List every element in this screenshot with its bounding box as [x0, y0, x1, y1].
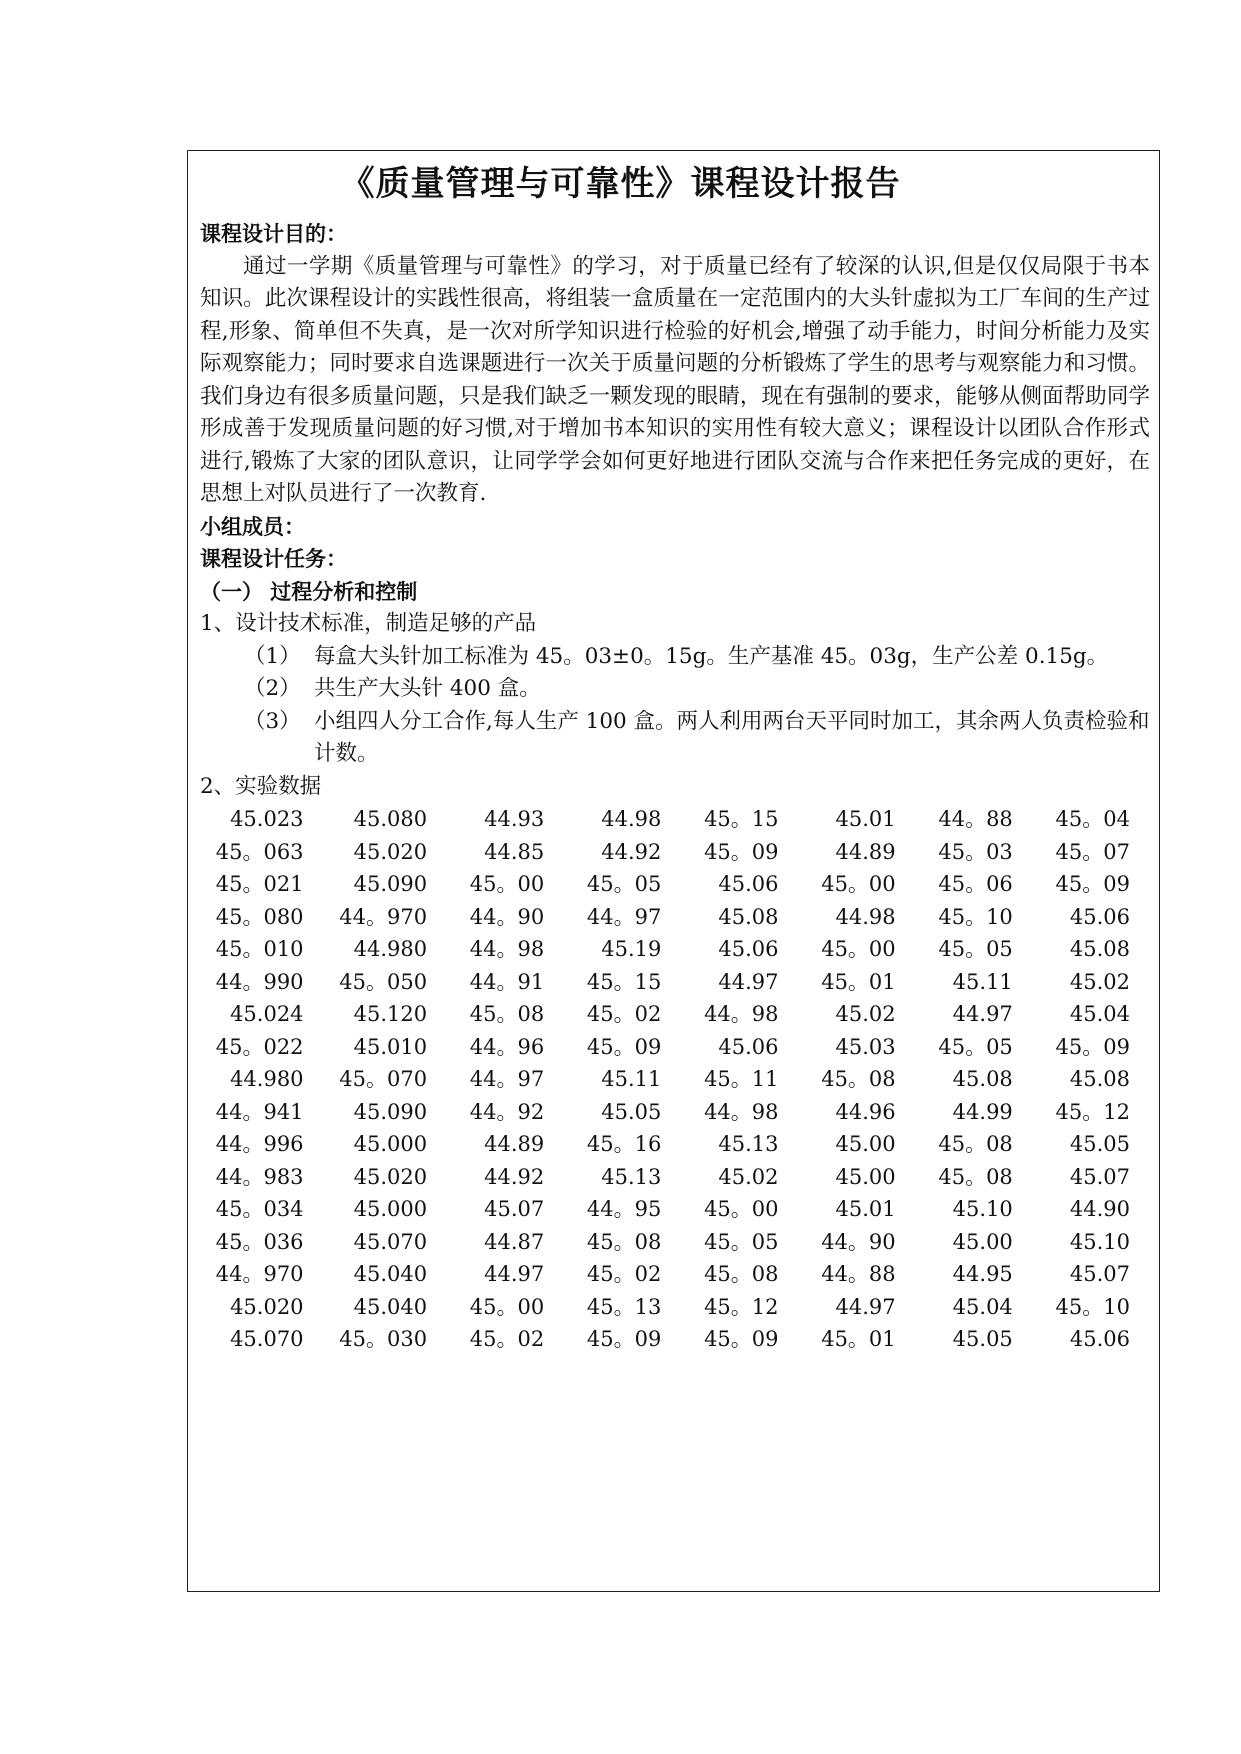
data-cell: 44。88 [938, 807, 1013, 831]
data-cell: 45。09 [704, 839, 779, 864]
data-cell: 44。90 [469, 904, 545, 929]
data-cell: 45.05 [1069, 1132, 1130, 1156]
data-cell: 45。070 [339, 1067, 428, 1091]
data-cell: 45.040 [353, 1262, 428, 1286]
data-cell: 44。970 [339, 904, 428, 929]
data-cell: 45。036 [215, 1229, 304, 1254]
data-cell: 45。022 [215, 1034, 304, 1059]
data-cell: 45.070 [353, 1229, 428, 1254]
data-cell: 44.89 [484, 1132, 545, 1156]
data-cell: 45.023 [230, 807, 304, 831]
data-cell: 45.13 [718, 1132, 779, 1156]
data-cell: 44。96 [469, 1034, 545, 1059]
members-heading: 小组成员： [200, 514, 305, 539]
data-cell: 45.10 [1069, 1229, 1130, 1254]
data-cell: 45.06 [718, 872, 779, 896]
data-cell: 44.92 [601, 839, 662, 864]
data-cell: 45.06 [718, 1034, 779, 1059]
data-cell: 44.92 [484, 1164, 545, 1189]
data-cell: 45。05 [586, 872, 662, 896]
data-cell: 45.19 [601, 937, 662, 961]
data-cell: 44。95 [586, 1197, 662, 1221]
subitem-number: （2） [244, 676, 301, 701]
item-1: 1、设计技术标准，制造足够的产品 [200, 611, 537, 636]
data-table-body [200, 803, 1150, 1356]
data-cell: 44.85 [484, 839, 545, 864]
data-cell: 45.000 [353, 1197, 428, 1221]
data-cell: 45.06 [718, 937, 779, 961]
tasks-heading: 课程设计任务： [200, 547, 347, 571]
data-cell: 45.020 [353, 1164, 428, 1189]
data-cell: 44.97 [484, 1262, 545, 1286]
data-cell: 45。050 [339, 969, 428, 994]
data-cell: 45.05 [601, 1099, 662, 1124]
data-cell: 44.95 [952, 1262, 1013, 1286]
data-cell: 45。080 [215, 904, 304, 929]
data-cell: 45.02 [718, 1164, 779, 1189]
data-cell: 45。05 [938, 937, 1013, 961]
data-cell: 45.08 [718, 904, 779, 929]
data-cell: 45.03 [835, 1034, 896, 1059]
data-row [200, 1323, 1150, 1356]
data-row [200, 836, 1150, 869]
data-row [200, 1291, 1150, 1324]
data-cell: 45.13 [601, 1164, 662, 1189]
data-cell: 45.00 [952, 1229, 1013, 1254]
data-cell: 45.05 [952, 1327, 1013, 1351]
report-title: 《质量管理与可靠性》课程设计报告 [340, 164, 901, 204]
data-row [200, 1161, 1150, 1194]
data-cell: 44。970 [215, 1262, 304, 1286]
data-cell: 45.07 [484, 1197, 545, 1221]
data-cell: 45。08 [821, 1067, 896, 1091]
data-cell: 45。09 [1055, 1034, 1130, 1059]
data-cell: 45.01 [835, 1197, 896, 1221]
data-cell: 44.99 [952, 1099, 1013, 1124]
data-cell: 45.020 [230, 1294, 304, 1319]
data-cell: 44。983 [215, 1164, 304, 1189]
data-cell: 45.02 [1069, 969, 1130, 994]
data-cell: 45。09 [586, 1327, 662, 1351]
data-row [200, 803, 1150, 836]
data-cell: 45。08 [586, 1229, 662, 1254]
data-cell: 44.87 [484, 1229, 545, 1254]
data-cell: 45。08 [704, 1262, 779, 1286]
data-cell: 45.040 [353, 1294, 428, 1319]
data-row [200, 1063, 1150, 1096]
data-cell: 45。00 [469, 1294, 545, 1319]
data-cell: 45.01 [835, 807, 896, 831]
data-cell: 45。09 [586, 1034, 662, 1059]
data-cell: 45。01 [821, 1327, 896, 1351]
data-cell: 45。04 [1055, 807, 1130, 831]
data-cell: 45。15 [586, 969, 662, 994]
data-cell: 45.080 [353, 807, 428, 831]
purpose-paragraph: 通过一学期《质量管理与可靠性》的学习，对于质量已经有了较深的认识,但是仅仅局限于书本知识。此次课程设计的实践性很高，将组装一盒质量在一定范围内的大头针虚拟为工厂车间的生产过程,形象、简单但不失真，是一次对所学知识进行检验的好机会,增强了动手能力，时间分析能力及实际观察能力；同时要求自选课题进行一次关于质量问题的分析锻炼了学生的思考与观察能力和习惯。我们身边有很多质量问题，只是我们缺乏一颗发现的眼睛，现在有强制的要求，能够从侧面帮助同学形成善于发现质量问题的好习惯,对于增加书本知识的实用性有较大意义；课程设计以团队合作形式进行,锻炼了大家的团队意识，让同学学会如何更好地进行团队交流与合作来把任务完成的更好，在思想上对队员进行了一次教育. [200, 253, 1150, 506]
data-cell: 45。12 [1055, 1099, 1130, 1124]
data-cell: 45。16 [586, 1132, 662, 1156]
data-cell: 45.010 [353, 1034, 428, 1059]
data-cell: 44。98 [704, 1099, 779, 1124]
report-body [200, 218, 1150, 1356]
data-cell: 45。00 [821, 937, 896, 961]
data-cell: 45.07 [1069, 1262, 1130, 1286]
subitem-number: （3） [244, 708, 301, 734]
data-cell: 44.97 [718, 969, 779, 994]
data-cell: 44。91 [469, 969, 545, 994]
data-cell: 45。02 [586, 1002, 662, 1026]
data-cell: 44.98 [601, 807, 662, 831]
data-cell: 45.04 [1069, 1002, 1130, 1026]
data-cell: 45。010 [215, 937, 304, 961]
data-cell: 45。10 [938, 904, 1013, 929]
data-cell: 45。09 [1055, 872, 1130, 896]
data-row [200, 966, 1150, 999]
data-cell: 45.020 [353, 839, 428, 864]
data-cell: 44.98 [835, 904, 896, 929]
subitem-text: 每盒大头针加工标准为 45。03±0。15g。生产基准 45。03g，生产公差 0.15g。 [314, 643, 1109, 669]
data-row [200, 868, 1150, 901]
data-cell: 45。11 [704, 1067, 779, 1091]
data-cell: 45。09 [704, 1327, 779, 1351]
data-cell: 45。03 [938, 839, 1013, 864]
data-cell: 45。12 [704, 1294, 779, 1319]
subitem-text: 共生产大头针 400 盒。 [314, 676, 541, 701]
subitem-number: （1） [244, 643, 301, 669]
data-cell: 44。98 [469, 937, 545, 961]
data-cell: 44。90 [821, 1229, 896, 1254]
data-cell: 45.08 [952, 1067, 1013, 1091]
data-cell: 45.070 [230, 1327, 304, 1351]
data-cell: 45。13 [586, 1294, 662, 1319]
data-cell: 45。034 [215, 1197, 304, 1221]
data-cell: 44。996 [215, 1132, 304, 1156]
data-cell: 45.120 [353, 1002, 428, 1026]
data-cell: 45.06 [1069, 904, 1130, 929]
subitem-text: 小组四人分工合作,每人生产 100 盒。两人利用两台天平同时加工，其余两人负责检验和计数。 [314, 708, 1150, 766]
data-cell: 45。02 [469, 1327, 545, 1351]
data-cell: 44。941 [215, 1099, 304, 1124]
data-cell: 45。021 [215, 872, 304, 896]
data-cell: 44.93 [484, 807, 545, 831]
data-cell: 44.96 [835, 1099, 896, 1124]
data-cell: 45。02 [586, 1262, 662, 1286]
data-row [200, 998, 1150, 1031]
data-cell: 45.090 [353, 872, 428, 896]
data-cell: 45.10 [952, 1197, 1013, 1221]
data-row [200, 901, 1150, 934]
data-row [200, 1096, 1150, 1129]
data-cell: 45.07 [1069, 1164, 1130, 1189]
data-cell: 44.980 [230, 1067, 304, 1091]
data-cell: 44。97 [469, 1067, 545, 1091]
data-cell: 44。990 [215, 969, 304, 994]
data-cell: 45。05 [938, 1034, 1013, 1059]
data-cell: 45。08 [469, 1002, 545, 1026]
section1-heading: （一） 过程分析和控制 [200, 579, 418, 604]
data-cell: 45.08 [1069, 937, 1130, 961]
data-cell: 44.97 [952, 1002, 1013, 1026]
data-cell: 45。07 [1055, 839, 1130, 864]
data-cell: 45。05 [704, 1229, 779, 1254]
data-cell: 45.04 [952, 1294, 1013, 1319]
data-cell: 44.90 [1069, 1197, 1130, 1221]
data-cell: 45.06 [1069, 1327, 1130, 1351]
data-cell: 44。88 [821, 1262, 896, 1286]
data-cell: 45.02 [835, 1002, 896, 1026]
data-row [200, 1226, 1150, 1259]
data-row [200, 1193, 1150, 1226]
data-row [200, 933, 1150, 966]
data-cell: 44.89 [835, 839, 896, 864]
data-cell: 45。063 [215, 839, 304, 864]
purpose-heading: 课程设计目的： [200, 222, 347, 246]
subitem-1 [200, 641, 1150, 674]
data-cell: 45。08 [938, 1164, 1013, 1189]
data-cell: 45。030 [339, 1327, 428, 1351]
subitem-2 [200, 673, 1150, 706]
data-cell: 45.11 [952, 969, 1013, 994]
item-2: 2、实验数据 [200, 773, 322, 799]
data-cell: 45.024 [230, 1002, 304, 1026]
data-cell: 45。10 [1055, 1294, 1130, 1319]
data-cell: 45。00 [821, 872, 896, 896]
data-cell: 45.00 [835, 1164, 896, 1189]
data-row [200, 1258, 1150, 1291]
data-cell: 45.090 [353, 1099, 428, 1124]
data-cell: 44.97 [835, 1294, 896, 1319]
data-cell: 45.000 [353, 1132, 428, 1156]
data-row [200, 1128, 1150, 1161]
data-table [200, 803, 1150, 1356]
subitem-3 [200, 706, 1150, 771]
data-cell: 44。98 [704, 1002, 779, 1026]
data-row [200, 1031, 1150, 1064]
data-cell: 44。92 [469, 1099, 545, 1124]
data-cell: 45。00 [704, 1197, 779, 1221]
data-cell: 45。06 [938, 872, 1013, 896]
data-cell: 45.11 [601, 1067, 662, 1091]
data-cell: 45.00 [835, 1132, 896, 1156]
data-cell: 45。15 [704, 807, 779, 831]
data-cell: 45。01 [821, 969, 896, 994]
data-cell: 44.980 [353, 937, 428, 961]
data-cell: 45.08 [1069, 1067, 1130, 1091]
data-cell: 45。00 [469, 872, 545, 896]
data-cell: 44。97 [586, 904, 662, 929]
data-cell: 45。08 [938, 1132, 1013, 1156]
